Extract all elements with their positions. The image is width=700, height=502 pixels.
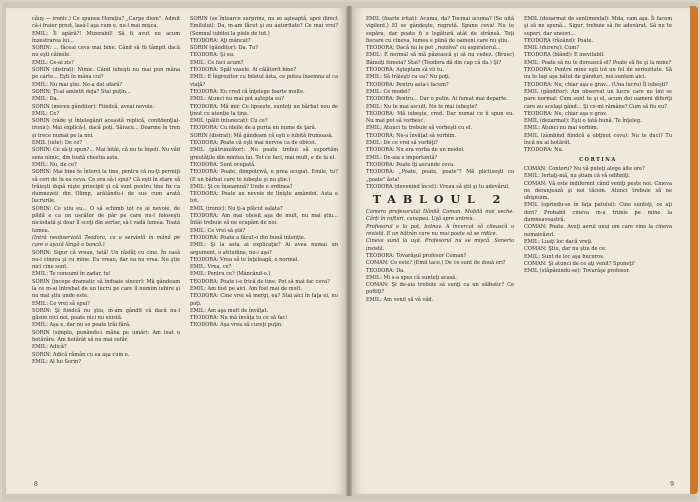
text-paragraph: TEODORA: Pentru mine eşti tot un fel de seriozitate. Să nu te laşi aşa bătut de gânduri, noi suntem aici. — [524, 67, 672, 81]
text-paragraph: EMIL (pătrunzător): Nu poate trebui să suportăm greutăţile din mintea lui. Tot ce faci, mai mult, e de la el. — [190, 147, 338, 161]
right-page-column-1 — [366, 16, 514, 304]
text-paragraph: EMIL: Am aşa mult de învăţat. — [190, 307, 269, 314]
text-paragraph: TEODORA: Cine vrei să mergi, ea? Stai aici în faţa ei, nu poţi. — [190, 293, 338, 307]
text-paragraph: TEODORA (devenind încet): Vreau să ştii şi tu adevărul. — [366, 183, 510, 190]
text-paragraph: TEODORA: Aşteptam să vii tu. — [366, 67, 444, 74]
text-paragraph: EMIL: E normal să mă păzească şi să nu cedez. (Brusc) Bănuiţi femeia? Stai? (Teodora dă din cap că da.) Şi? — [366, 52, 514, 66]
text-paragraph: TEODORA: Nu era vorba de un model. — [366, 147, 465, 154]
text-paragraph: TEODORA (râzând): Poate. — [524, 37, 594, 44]
text-paragraph: SORIN: Sigur că vreau, tată! Un răsfăţ cu cine. În casă nu-i cineva şi cu mine. Eu vreau, dar ea nu vrea. Nu ştie nici cine sunt. — [32, 249, 180, 271]
text-paragraph: EMIL: De-aia e importantă? — [366, 154, 438, 161]
text-paragraph: EMIL: Ce? — [32, 110, 60, 117]
text-paragraph: TEODORA: Aţi mâncat? — [190, 37, 251, 44]
text-paragraph: EMIL: Aşa e, dar nu se poate trăi fără. — [32, 322, 131, 329]
text-paragraph: EMIL (oprindu-se în faţa patului): Cine sunteţi, ce aţi dori? Probabil cineva m-a trimis pe mine la dumneavoastră. — [524, 202, 672, 224]
text-paragraph: TEODORA: Pentru asta-i facem? — [366, 81, 449, 88]
left-page-column-2 — [190, 16, 338, 330]
text-paragraph: TEODORA: „Poate, poate, poate"? Mă plictiseşti cu „poate" ăsta! — [366, 169, 514, 183]
text-paragraph: TEODORA: Nu mă învăţa tu ce să fac! — [190, 315, 288, 322]
text-paragraph: EMIL: Şi la asta ai explicaţie? Ai avea numai un argument, o atitudine, nu-i aşa? — [190, 242, 338, 256]
page-number-left: 8 — [34, 481, 38, 488]
text-paragraph: CORTINA — [579, 156, 617, 163]
text-paragraph: TEODORA: Dacă nu le pot „rezolva" cu aspiratorul... — [366, 45, 501, 52]
text-paragraph: Camera profesorului Dănilă Coman. Mobilă mai veche. Cărţi în rafturi, canapea. Uşă spre antreu. — [366, 209, 514, 223]
text-paragraph: EMIL: Să trăieşti cu ea? Nu poţi. — [366, 74, 451, 81]
text-paragraph: TEODORA: Mă iubeşte, cred. Dar numai ce îi spun eu. Nu mai pot să vorbesc. — [366, 110, 514, 125]
text-paragraph: TEODORA: Poate i-e frică de tine. Pot să mai fac ceva? — [190, 278, 330, 285]
text-paragraph: SORIN (gânditor): Da. Tu? — [190, 45, 259, 52]
text-paragraph: SORIN: Şi fiindcă nu ştiu, m-am gândit că dacă nu-l găsim nici noi, poate nici nu există. — [32, 307, 180, 322]
text-paragraph: EMIL: Nu mai ştiu. Ne-a dat afară? — [32, 81, 123, 88]
text-paragraph: SORIN: Ce știu eu... O să schimb tot ce ai nevoie, de pildă e ca un uscător de păr pe care nu-l foloseşti niciodată şi doar îl scoţi din sertar, să-l vadă lumea. Toată lumea. — [32, 205, 180, 234]
text-paragraph: COMAN: Şi atunci de ce aţi venit? Spuneţi! — [524, 260, 635, 267]
text-paragraph: EMIL (gânditor): Am observat un lucru care nu îmi se pare normal: Cum sunt tu şi el, acum doi oameni diferiţi care au acelaşi gând... Şi ce-mi rămâne? Cum să fiu eu? — [524, 88, 672, 110]
text-paragraph: SORIN (distrat): Nimic. Când iubeşti nu mai pun mâna pe carte... Eşti în mâna cui? — [32, 67, 180, 81]
text-paragraph: TEODORA (blând): E inevitabil. — [524, 52, 605, 59]
text-paragraph: TEODORA: Aşa vrea să cureţi puţin. — [190, 322, 283, 329]
text-paragraph: TEODORA: Nu. — [524, 147, 564, 154]
text-paragraph: EMIL: Am fost pe aici. Am fost mai de mult. — [190, 285, 303, 292]
text-paragraph: SORIN (se întoarce surprins, nu se aşteaptă, apoi direct Emilului): Da, m-am făcut şi eu autoritate? Ce mai vrei? (Somnul iubitei la piele de tot.) — [190, 16, 338, 37]
text-paragraph: SORIN: Mai bine te întorci la tine, pentru că nu-ţi permiţi să ceri de la ea ceva. Ce era să-i spui? Că eşti în stare să trăieşti după nişte principii şi că sunt pentru tine fix ca dumnezeii din Olimp, arătându-i de sus cum arată lucrurile. — [32, 169, 180, 205]
text-paragraph: EMIL: Iertaţi-mă, nu ştiam că vă odihniţi. — [524, 173, 631, 180]
text-paragraph: EMIL: Sunt de loc aşa bucuros. — [524, 253, 605, 260]
text-paragraph: EMIL: Adică? — [32, 344, 67, 351]
text-paragraph: EMIL: Vrea, ce? — [190, 264, 232, 271]
text-paragraph: SORIN: Adică rămân cu ea aşa cum e. — [32, 351, 130, 358]
text-paragraph: EMIL: Îl apără?! Mizerabil! Să fi avut eu acum înzestrarea lui... — [32, 30, 180, 44]
text-paragraph: EMIL (pălit întunecat): Cu ce? — [190, 118, 268, 125]
text-paragraph: TEODORA: Poate îţi ascunde ceva. — [366, 161, 455, 168]
text-paragraph: EMIL (zâmbind fiindcă a obţinut ceva): Nu te duci? Tu încă nu ai hotărât. — [524, 132, 672, 147]
text-paragraph: SORIN: Ţi-ai amintit deja? Stai puţin... — [32, 88, 131, 95]
text-paragraph: TEODORA: Pentru... Dar o putin. Ai fumat mai departe. — [366, 96, 508, 103]
text-paragraph: TEODORA: Tovarăşul profesor Coman? — [366, 252, 467, 259]
text-paragraph: SORIN (începe dramatic să îndoaie sincer): Mă gândeam la ce m-ai întrebat de un lucru pe care îl numim iubire şi nu mai ştiu unde este. — [32, 278, 180, 300]
text-paragraph: COMAN: Ce este? (Emil tace.) De ce sunt de două ori? — [366, 260, 506, 267]
text-paragraph: TEODORA: Am mai obosit aşa de mult, nu mai ştiu... Întâi trebuie să ne ocupăm de noi. — [190, 213, 338, 227]
text-paragraph: SORIN (mereu gânditor): Fiindcă, aveai nevoie. — [32, 103, 155, 110]
text-paragraph: EMIL: Şi ce înseamnă? Unde e ordinea? — [190, 183, 293, 190]
text-paragraph: SORIN: Ce să-ţi spun?... Mai întâi, că nu te înşeli. Nu văd sens nimic, din toată chestia asta. — [32, 147, 180, 161]
text-paragraph: TEODORA: Spăl vasele. Ai călătorit bine? — [190, 67, 297, 74]
text-paragraph: EMIL: Nu, de ce? — [32, 161, 77, 168]
text-paragraph: COMAN: Contoru? Nu vă puteţi alege alte ore? — [524, 165, 645, 172]
text-paragraph: EMIL: De ce vrei să vorbiţi? — [366, 140, 438, 147]
text-paragraph: EMIL: Ce vrei să spui? — [32, 300, 91, 307]
text-paragraph: TEODORA: Poate au nevoie de linişte amândoi. Asta e tot. — [190, 191, 338, 205]
text-paragraph: COMAN: Poate. Aveţi aerul unui om care vine la cineva nemaivăzut. — [524, 224, 672, 238]
text-paragraph: EMIL: Luaţi loc dacă vreţi. — [524, 238, 593, 245]
text-paragraph: TEODORA: Ne-a învăţat să vorbim. — [366, 132, 456, 139]
text-paragraph: EMIL: Ce model? — [366, 88, 411, 95]
text-paragraph: cãuş — ironic.) Ce spunea Horaţiu? „Carpe diem". Admit că-i fraier prost, lasă-l aşa cum e, nu-l mai mişca. — [32, 16, 180, 30]
book-cover-edge — [690, 6, 698, 494]
text-paragraph: EMIL (foarte iritat): Acuma, da? Tocmai acuma? (Se uită vigilent.) El se gândeşte, regretă. Spune ceva! Nu te supăra, dar poate fi o legătură atât de strânsă. Toţi fiecare cu cineva, lumea e plină de oameni care nu ştiu. — [366, 16, 514, 44]
text-paragraph: TABLOUL 2 — [372, 193, 508, 207]
right-page-column-2 — [524, 16, 672, 275]
text-paragraph: SORIN (simplu, punându-i mâna pe umăr): Am luat o hotărâre. Am hotărât să nu mai sufăr. — [32, 329, 180, 344]
text-paragraph: EMIL: Atunci nu mai vorbim. — [524, 125, 599, 132]
text-paragraph: EMIL: Pentru ce? (Mâncând-o.) — [190, 271, 271, 278]
text-paragraph: TEODORA: Sunt ocupată. — [190, 161, 256, 168]
text-paragraph: COMAN: Vă este indiferent când veniţi peste noi. Cineva ne deranjează şi noi tăcem. Atunci trebuie să ne obişnuim. — [524, 180, 672, 202]
text-paragraph: EMIL: Ce vrei să ştii? — [190, 227, 246, 234]
open-book — [2, 2, 698, 500]
text-paragraph: (Intră neobservată Teodora, ca o servietă în mână pe care o aşază lângă o bancă.) — [32, 234, 180, 249]
text-paragraph: EMIL: E îngrozitor cu biletul ăsta, ce putea însemna el ca viaţă? — [190, 74, 338, 88]
text-paragraph: TEODORA: Poate, dimpotrivă, e prea ocupat. Emile, tu? (E un bărbat care te iubeşte şi nu ştie.) — [190, 169, 338, 183]
right-page — [352, 8, 690, 494]
text-paragraph: TEODORA: Nu, chiar aşa e grav... (Una lucru) Îl iubeşti? — [524, 81, 669, 88]
text-paragraph: EMIL: Poate să nu te dorească el? Poate să fie şi la mine? — [524, 59, 672, 66]
text-paragraph: EMIL (dezarmat): Eşti o fată bună. Te înţeleg. — [524, 118, 642, 125]
text-paragraph: SORIN: ... făceai ceva mai bine. Când să fii tâmpit dacă nu eşti câinele. — [32, 45, 180, 59]
text-paragraph: EMIL: Nu te mai ascult. Nu te mai iubeşte? — [366, 103, 478, 110]
text-paragraph: EMIL: Atunci nu mai pot aştepta eu? — [190, 96, 285, 103]
text-paragraph: EMIL (dezarmat de sentimental): Mda, cam aşa. Îi facem şi să ne spună... Sigur, trebuie să fie adevărat. Să nu te superi, dar uneori... — [524, 16, 672, 37]
text-paragraph: EMIL: Mi s-a spus că sunteţi acasă. — [366, 274, 457, 281]
text-paragraph: EMIL (iute): De ce? — [32, 140, 83, 147]
text-paragraph: COMAN: Ştiu, dar nu ştiu de ce. — [524, 246, 607, 253]
left-page-column-1 — [32, 16, 180, 366]
text-paragraph: TEODORA: Nu, chiar aşa e grav. — [524, 110, 608, 117]
text-paragraph: TEODORA: Eu cred că înţelege foarte multe. — [190, 88, 305, 95]
text-paragraph: TEODORA: Şi eu. — [190, 52, 235, 59]
text-paragraph: TEODORA: Poate că eşti mai nervos ca de obicei. — [190, 140, 317, 147]
text-paragraph: Cineva sună la uşă. Profesorul nu se mişcă. Soneria insistă. — [366, 238, 514, 252]
text-paragraph: SORIN (distrat): Mă gândeam că eşti o iubită frumoasă. — [190, 132, 334, 139]
text-paragraph: EMIL: Ce faci acum? — [190, 59, 244, 66]
text-paragraph: TEODORA: Poate a făcut-o din bună intenţie. — [190, 234, 306, 241]
text-paragraph: TEODORA: Da. — [366, 267, 405, 274]
text-paragraph: EMIL: Te consumi în zadar, tu! — [32, 271, 111, 278]
text-paragraph: EMIL (stăpânindu-se): Tovarăşe profesor. — [524, 268, 630, 275]
text-paragraph: TEODORA: Cu ideile de a purta un nume de ţară. — [190, 125, 317, 132]
text-paragraph: Profesorul e la pat, bolnav. A încercat să citească o revistă. E un bătrân care nu mai poate să se ridice. — [366, 223, 514, 238]
text-paragraph: SORIN (râde şi înţelegând această replică, confidenţial-ironic): Mai explică-l, dacă poţi. Săracu... Doarme în tren şi trece numai pe la noi. — [32, 118, 180, 139]
text-paragraph: EMIL: Al lui Sorin? — [32, 358, 81, 365]
text-paragraph: COMAN: Şi de-aia trebuie să sunţi ca un sălbatic? Ce poftiţi? — [366, 282, 514, 296]
left-page — [6, 8, 346, 494]
text-paragraph: EMIL: Atunci tu trebuie să vorbeşti cu el. — [366, 125, 473, 132]
text-paragraph: EMIL: Da. — [32, 96, 59, 103]
text-paragraph: EMIL (durere): Cum? — [524, 45, 579, 52]
text-paragraph: EMIL (ironic): Nu ţi-a plăcut salata? — [190, 205, 283, 212]
text-paragraph: TEODORA: Mă mir. Ce lipsește, sunteţi un bărbat nou de ţinut cu atenţie la tine. — [190, 103, 338, 117]
text-paragraph: TEODORA: Vrea să te înţeleagă, e normal. — [190, 256, 299, 263]
text-paragraph: EMIL: Ce-ai zis? — [32, 59, 74, 66]
page-number-right: 9 — [670, 481, 674, 488]
text-paragraph: EMIL: Am venit să vă văd. — [366, 296, 434, 303]
